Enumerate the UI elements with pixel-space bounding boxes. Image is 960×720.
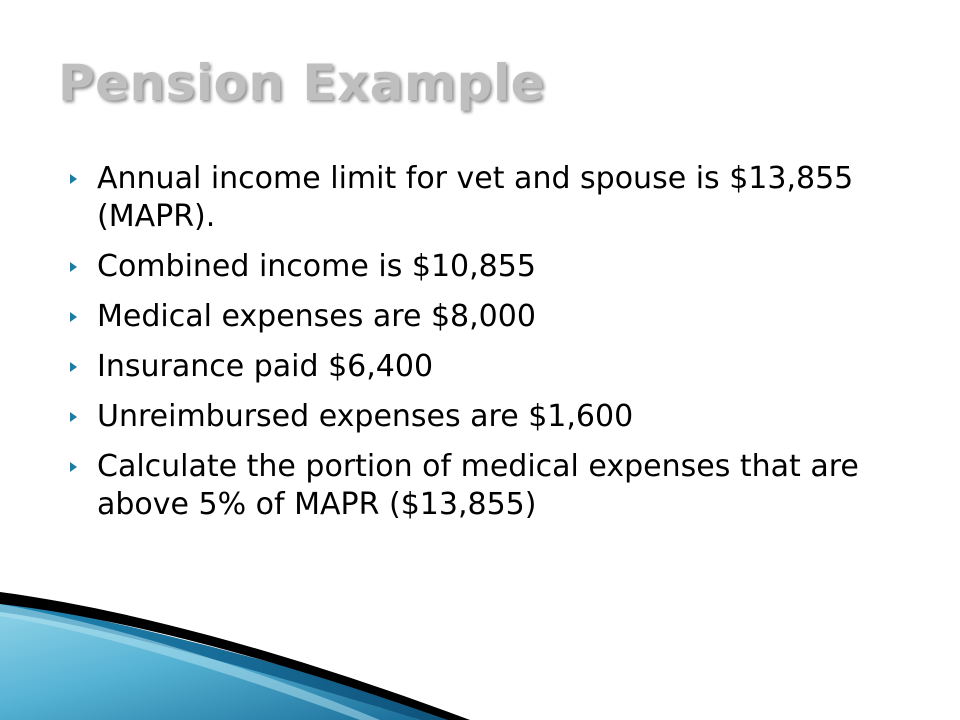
bullet-text: Unreimbursed expenses are $1,600 bbox=[97, 399, 634, 434]
bullet-item bbox=[70, 248, 910, 286]
bullet-item bbox=[70, 348, 910, 386]
bullet-item bbox=[70, 160, 910, 236]
triangle-bullet-icon bbox=[70, 312, 77, 322]
bullet-text: Insurance paid $6,400 bbox=[97, 349, 434, 384]
bullet-list bbox=[70, 160, 910, 536]
slide-title: Pension Example bbox=[58, 54, 545, 112]
triangle-bullet-icon bbox=[70, 262, 77, 272]
triangle-bullet-icon bbox=[70, 362, 77, 372]
bullet-text: Medical expenses are $8,000 bbox=[97, 299, 536, 334]
bullet-text: Annual income limit for vet and spouse is $13,855 (MAPR). bbox=[97, 161, 854, 234]
bullet-text: Calculate the portion of medical expenses that are above 5% of MAPR ($13,855) bbox=[97, 449, 859, 522]
triangle-bullet-icon bbox=[70, 174, 77, 184]
bullet-item bbox=[70, 398, 910, 436]
swoosh-light-streak bbox=[0, 604, 380, 720]
swoosh-light-blue-shape bbox=[0, 606, 420, 720]
bullet-item bbox=[70, 448, 910, 524]
triangle-bullet-icon bbox=[70, 412, 77, 422]
swoosh-dark-blue-shape bbox=[0, 600, 470, 720]
bullet-item bbox=[70, 298, 910, 336]
bullet-text: Combined income is $10,855 bbox=[97, 249, 536, 284]
swoosh-black-stroke bbox=[0, 592, 470, 720]
triangle-bullet-icon bbox=[70, 462, 77, 472]
